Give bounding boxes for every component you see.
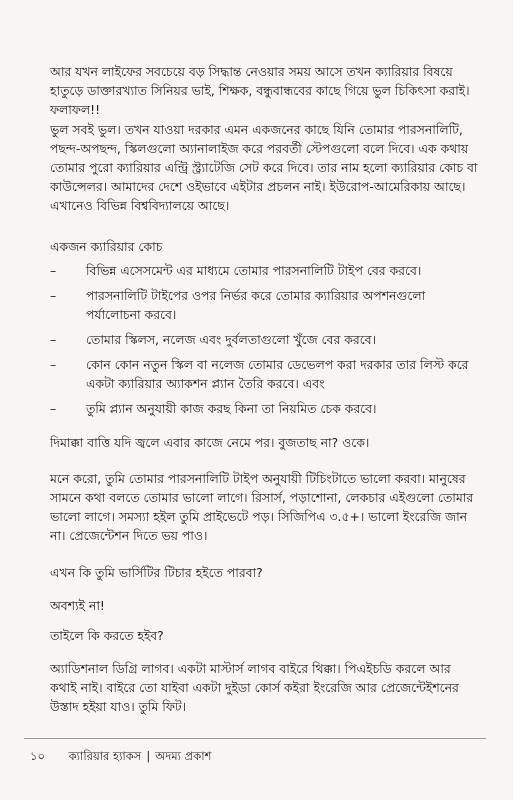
list-item-text: পারসনালিটি টাইপের ওপর নির্ভর করে তোমার ক্যারিয়ার অপশনগুলো পর্যালোচনা করবে।: [86, 288, 426, 322]
paragraph-question: [50, 563, 480, 582]
footer-divider: [24, 738, 486, 739]
paragraph-answer: [50, 596, 480, 615]
publisher-name: অদম্য প্রকাশ: [155, 749, 212, 763]
paragraph-what-to-do: [50, 626, 480, 645]
footer-separator: |: [146, 749, 151, 763]
paragraph-text: দিমাক্কা বাত্তি যদি জ্বলে এবার কাজে নেমে পর। বুজতাছ না? ওকে।: [50, 435, 370, 450]
section-heading-career-coach: [50, 237, 480, 256]
paragraph-intro: [50, 62, 480, 119]
paragraph-solution: [50, 659, 480, 716]
heading-text: একজন ক্যারিয়ার কোচ: [50, 239, 163, 254]
dash-marker: –: [50, 401, 57, 416]
book-title: ক্যারিয়ার হ্যাকস: [68, 749, 142, 763]
paragraph-text: এখন কি তুমি ভার্সিটির টিচার হইতে পারবা?: [50, 565, 263, 580]
paragraph-wrong-advice: [50, 120, 480, 215]
page-footer: [30, 748, 211, 764]
paragraph-lightbulb: [50, 433, 480, 452]
list-item: [50, 286, 480, 324]
dash-marker: –: [50, 357, 57, 372]
list-item-text: বিভিন্ন এসেসমেন্ট এর মাধ্যমে তোমার পারসনালিটি টাইপ বের করবে।: [86, 263, 422, 278]
page-number: ১০: [30, 749, 45, 763]
list-item: [50, 355, 480, 393]
coach-duties-list: [50, 261, 480, 424]
list-item: [50, 399, 480, 418]
list-item-text: কোন কোন নতুন স্কিল বা নলেজ তোমার ডেভেলপ করা দরকার তার লিস্ট করে একটা ক্যারিয়ার অ্যাকশন প্ল্যান তৈরি করবে। এবং: [86, 357, 469, 391]
paragraph-text: তাইলে কি করতে হইব?: [50, 628, 164, 643]
dash-marker: –: [50, 332, 57, 347]
paragraph-text: আর যখন লাইফের সবচেয়ে বড় সিদ্ধান্ত নেওয়ার সময় আসে তখন ক্যারিয়ার বিষয়ে হাতুড়ে ডাক্তারখ্যাত সিনিয়র ভাই, শিক্ষক, বন্ধুবান্ধবের কাছে গিয়ে ভুল চিকিৎসা করাই। ফলাফল!!: [50, 64, 470, 117]
list-item: [50, 330, 480, 349]
dash-marker: –: [50, 263, 57, 278]
paragraph-text: মনে করো, তুমি তোমার পারসনালিটি টাইপ অনুযায়ী টিচিংটাতে ভালো করবা। মানুষের সামনে কথা বলতে তোমার ভালো লাগে। রিসার্স, পড়াশোনা, লেকচার এইগুলো তোমার ভালো লাগে। সমস্যা হইল তুমি প্রাইভেটে পড়। সিজিপিএ ৩.৫+। ভালো ইংরেজি জান না। প্রেজেন্টেশন দিতে ভয় পাও।: [50, 471, 474, 543]
list-item-text: তুমি প্ল্যান অনুযায়ী কাজ করছ কিনা তা নিয়মিত চেক করবে।: [86, 401, 377, 416]
paragraph-text: অ্যাডিশনাল ডিগ্রি লাগব। একটা মাস্টার্স লাগব বাইরে থিক্কা। পিএইচডি করলে আর কথাই নাই। বাইরে তো যাইবা একটা দুইডা কোর্স কইরা ইংরেজি আর প্রেজেন্টেইশনের উস্তাদ হইয়া যাও। তুমি ফিট।: [50, 661, 459, 714]
paragraph-text: অবশ্যই না!: [50, 598, 105, 613]
list-item: [50, 261, 480, 280]
list-item-text: তোমার স্কিলস, নলেজ এবং দুর্বলতাগুলো খুঁজে বের করবে।: [86, 332, 377, 347]
paragraph-example: [50, 469, 480, 545]
dash-marker: –: [50, 288, 57, 303]
paragraph-text: ভুল সবই ভুল। তখন যাওয়া দরকার এমন একজনের কাছে যিনি তোমার পারসনালিটি, পছন্দ-অপছন্দ, স্কিলগুলো অ্যানালাইজ করে পরবর্তী স্টেপগুলো বলে দিবে। এক কথায় তোমার পুরো ক্যারিয়ার এন্ট্রি স্ট্র্যাটেজি সেট করে দিবে। তার নাম হলো ক্যারিয়ার কোচ বা কাউন্সেলর। আমাদের দেশে ওইভাবে এইটার প্রচলন নাই। ইউরোপ-আমেরিকায় আছে। এখানেও বিভিন্ন বিশ্ববিদ্যালয়ে আছে।: [50, 122, 478, 213]
